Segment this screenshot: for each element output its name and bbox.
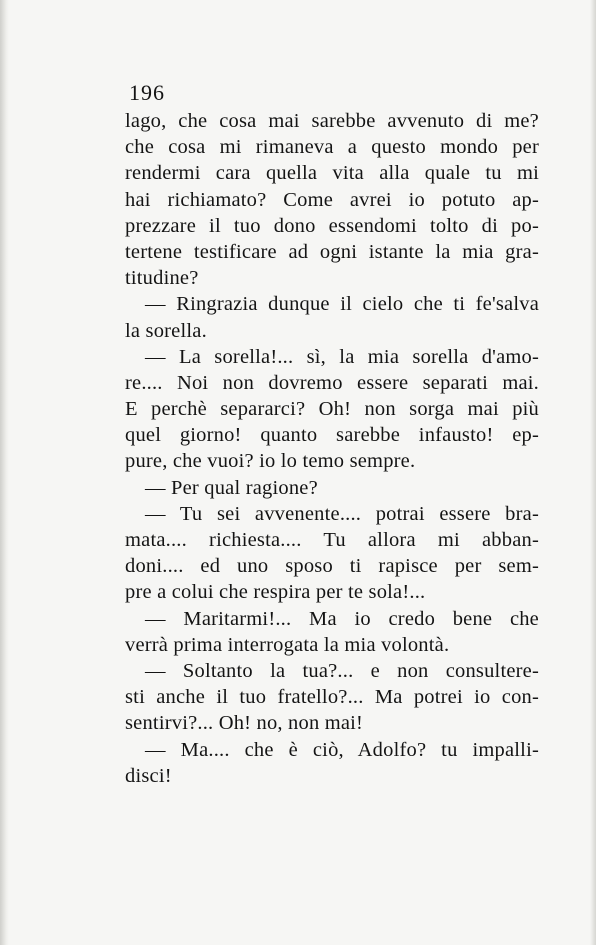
page-edge-right [590, 0, 596, 945]
text-line: doni.... ed uno sposo ti rapisce per sem- [125, 555, 539, 578]
text-line: — Ringrazia dunque il cielo che ti fe'salva [145, 293, 539, 316]
text-line: disci! [125, 764, 172, 787]
text-line: la sorella. [125, 319, 207, 342]
text-line: — Ma.... che è ciò, Adolfo? tu impalli- [145, 738, 539, 761]
text-line: verrà prima interrogata la mia volontà. [125, 633, 450, 656]
text-line: — La sorella!... sì, la mia sorella d'amo- [145, 345, 539, 368]
text-line: sti anche il tuo fratello?... Ma potrei io con- [125, 686, 539, 709]
text-line: pure, che vuoi? io lo temo sempre. [125, 450, 416, 473]
page-number: 196 [129, 80, 165, 105]
text-line: — Soltanto la tua?... e non consultere- [145, 659, 539, 682]
text-line: pre a colui che respira per te sola!... [125, 581, 426, 604]
text-line: rendermi cara quella vita alla quale tu mi [125, 162, 539, 185]
text-line: hai richiamato? Come avrei io potuto ap- [125, 188, 539, 211]
text-line: quel giorno! quanto sarebbe infausto! ep- [125, 424, 539, 447]
text-line: titudine? [125, 267, 199, 290]
page-body [125, 78, 539, 789]
text-line: E perchè separarci? Oh! non sorga mai più [125, 398, 539, 421]
text-line: tertene testificare ad ogni istante la mia gra- [125, 240, 539, 263]
text-line: lago, che cosa mai sarebbe avvenuto di me? [125, 110, 539, 132]
text-line: — Per qual ragione? [145, 476, 318, 499]
page-edge-left [0, 0, 9, 945]
text-line: — Maritarmi!... Ma io credo bene che [145, 607, 539, 630]
text-lines [125, 108, 539, 789]
text-line: — Tu sei avvenente.... potrai essere bra- [145, 502, 539, 525]
text-line: che cosa mi rimaneva a questo mondo per [125, 136, 539, 159]
text-line: mata.... richiesta.... Tu allora mi abban- [125, 529, 539, 551]
text-line: re.... Noi non dovremo essere separati mai. [125, 371, 539, 394]
text-line: prezzare il tuo dono essendomi tolto di po- [125, 214, 539, 237]
text-line: sentirvi?... Oh! no, non mai! [125, 712, 364, 735]
